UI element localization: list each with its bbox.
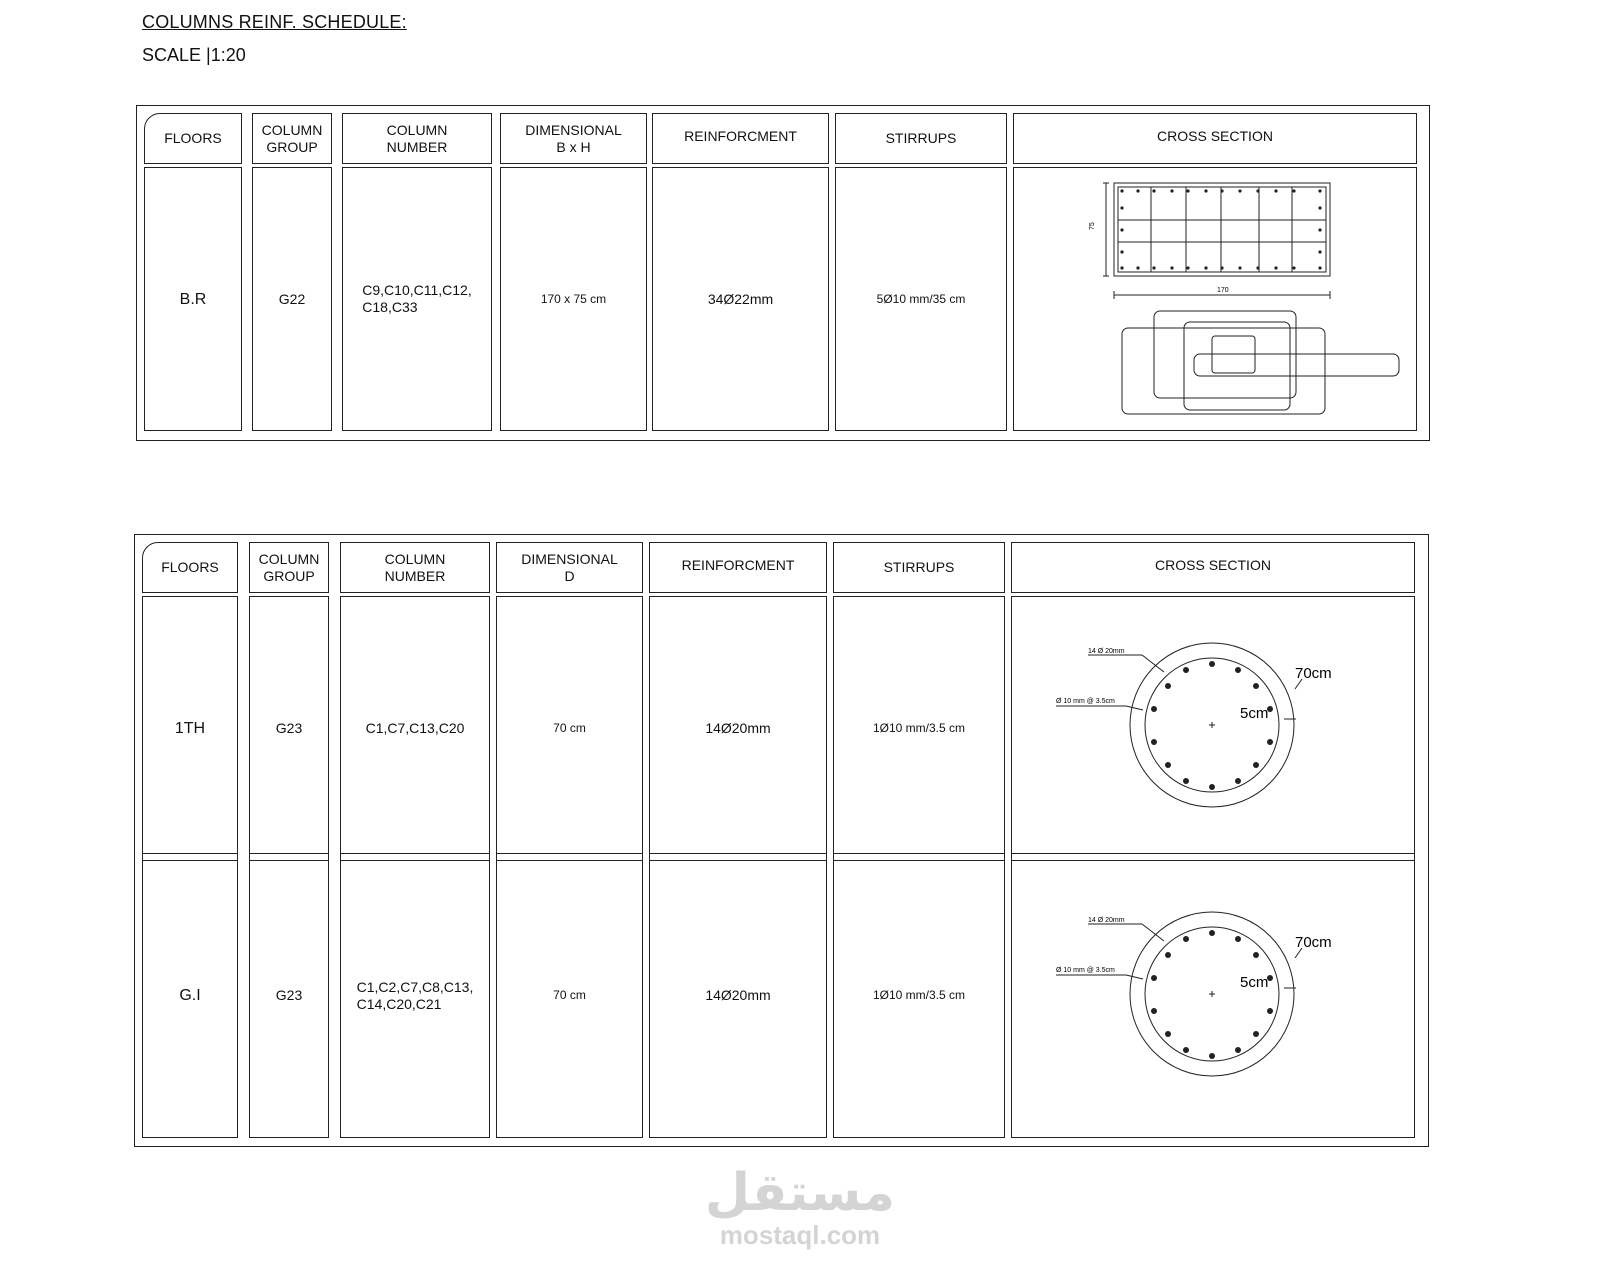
- cell-dimension: 170 x 75 cm: [500, 167, 647, 431]
- diameter-label: 70cm: [1295, 665, 1332, 682]
- header-floors: FLOORS: [142, 542, 238, 593]
- scale-label: SCALE |1:20: [142, 45, 246, 65]
- header-floors: FLOORS: [144, 113, 242, 164]
- section-height-label: 75: [1089, 222, 1096, 230]
- rectangular-section-drawing: [1014, 168, 1414, 428]
- header-column-number: COLUMN NUMBER: [340, 542, 490, 593]
- header-column-number: COLUMN NUMBER: [342, 113, 492, 164]
- cover-label: 5cm: [1240, 974, 1269, 991]
- cell-group: G23: [249, 853, 329, 1138]
- header-column-group: COLUMN GROUP: [252, 113, 332, 164]
- watermark: [690, 1165, 910, 1249]
- cover-label: 5cm: [1240, 705, 1269, 722]
- header-stirrups: STIRRUPS: [833, 542, 1005, 593]
- circular-section-drawing: [1012, 854, 1412, 1134]
- cell-stirrups: 5Ø10 mm/35 cm: [835, 167, 1007, 431]
- cell-reinforcement: 14Ø20mm: [649, 596, 827, 861]
- cell-number: C9,C10,C11,C12, C18,C33: [342, 167, 492, 431]
- watermark-latin: mostaql.com: [719, 1220, 881, 1250]
- cell-dimension: 70 cm: [496, 853, 643, 1138]
- cell-stirrups: 1Ø10 mm/3.5 cm: [833, 596, 1005, 861]
- ties-label: Ø 10 mm @ 3.5cm: [1056, 967, 1115, 974]
- cell-number: C1,C2,C7,C8,C13, C14,C20,C21: [340, 853, 490, 1138]
- cell-group: G23: [249, 596, 329, 861]
- header-reinforcement: REINFORCMENT: [652, 113, 829, 164]
- section-width-label: 170: [1217, 287, 1229, 294]
- cell-floor: 1TH: [142, 596, 238, 861]
- header-cross-section: CROSS SECTION: [1013, 113, 1417, 164]
- cell-dimension: 70 cm: [496, 596, 643, 861]
- header-cross-section: CROSS SECTION: [1011, 542, 1415, 593]
- schedule-table-rectangular: [136, 105, 1430, 441]
- circular-section-drawing: [1012, 597, 1412, 857]
- cell-reinforcement: 34Ø22mm: [652, 167, 829, 431]
- header-dimensional: DIMENSIONAL B x H: [500, 113, 647, 164]
- watermark-arabic: مستقل: [704, 1163, 896, 1223]
- header-reinforcement: REINFORCMENT: [649, 542, 827, 593]
- cell-reinforcement: 14Ø20mm: [649, 853, 827, 1138]
- cell-number: C1,C7,C13,C20: [340, 596, 490, 861]
- bars-label: 14 Ø 20mm: [1088, 648, 1125, 655]
- diameter-label: 70cm: [1295, 934, 1332, 951]
- cell-floor: B.R: [144, 167, 242, 431]
- cell-cross-section: [1011, 596, 1415, 861]
- cell-cross-section: [1013, 167, 1417, 431]
- header-column-group: COLUMN GROUP: [249, 542, 329, 593]
- cell-stirrups: 1Ø10 mm/3.5 cm: [833, 853, 1005, 1138]
- schedule-title: COLUMNS REINF. SCHEDULE:: [142, 12, 407, 32]
- bars-label: 14 Ø 20mm: [1088, 917, 1125, 924]
- cell-cross-section: [1011, 853, 1415, 1138]
- header-stirrups: STIRRUPS: [835, 113, 1007, 164]
- ties-label: Ø 10 mm @ 3.5cm: [1056, 698, 1115, 705]
- cell-group: G22: [252, 167, 332, 431]
- cell-floor: G.I: [142, 853, 238, 1138]
- header-dimensional: DIMENSIONAL D: [496, 542, 643, 593]
- schedule-table-circular: [134, 534, 1429, 1147]
